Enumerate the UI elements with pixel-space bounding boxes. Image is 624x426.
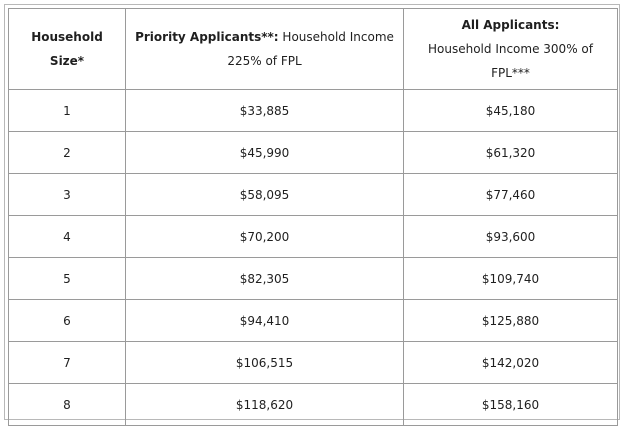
table-row: [9, 258, 618, 300]
table-row: [9, 132, 618, 174]
header-all-line3: FPL***: [491, 66, 530, 80]
table-row: [9, 90, 618, 132]
cell-priority-income: $58,095: [126, 174, 404, 216]
header-household-size-line2: Size*: [49, 54, 85, 68]
table-row: [9, 216, 618, 258]
table-row: [9, 342, 618, 384]
header-all-applicants: [404, 9, 618, 90]
cell-household-size: 8: [9, 384, 126, 426]
header-household-size-line1: Household: [31, 30, 103, 44]
cell-household-size: 6: [9, 300, 126, 342]
header-row: [9, 9, 618, 90]
income-table: [8, 8, 618, 426]
header-household-size: [9, 9, 126, 90]
cell-priority-income: $82,305: [126, 258, 404, 300]
header-priority-bold: Priority Applicants**:: [135, 30, 279, 44]
cell-all-income: $61,320: [404, 132, 618, 174]
cell-priority-income: $106,515: [126, 342, 404, 384]
cell-household-size: 5: [9, 258, 126, 300]
table-row: [9, 174, 618, 216]
header-priority-rest: Household Income: [278, 30, 394, 44]
table-row: [9, 384, 618, 426]
cell-all-income: $109,740: [404, 258, 618, 300]
header-all-bold: All Applicants:: [461, 18, 560, 32]
cell-all-income: $93,600: [404, 216, 618, 258]
header-priority-line2: 225% of FPL: [227, 54, 302, 68]
cell-household-size: 2: [9, 132, 126, 174]
cell-household-size: 4: [9, 216, 126, 258]
cell-household-size: 1: [9, 90, 126, 132]
cell-priority-income: $118,620: [126, 384, 404, 426]
table-body: [9, 90, 618, 426]
table-row: [9, 300, 618, 342]
cell-all-income: $45,180: [404, 90, 618, 132]
cell-priority-income: $45,990: [126, 132, 404, 174]
cell-priority-income: $33,885: [126, 90, 404, 132]
table-header: [9, 9, 618, 90]
cell-all-income: $158,160: [404, 384, 618, 426]
cell-all-income: $142,020: [404, 342, 618, 384]
cell-household-size: 3: [9, 174, 126, 216]
cell-all-income: $77,460: [404, 174, 618, 216]
cell-all-income: $125,880: [404, 300, 618, 342]
cell-priority-income: $94,410: [126, 300, 404, 342]
cell-priority-income: $70,200: [126, 216, 404, 258]
header-priority-applicants: [126, 9, 404, 90]
header-all-line2: Household Income 300% of: [428, 42, 593, 56]
cell-household-size: 7: [9, 342, 126, 384]
